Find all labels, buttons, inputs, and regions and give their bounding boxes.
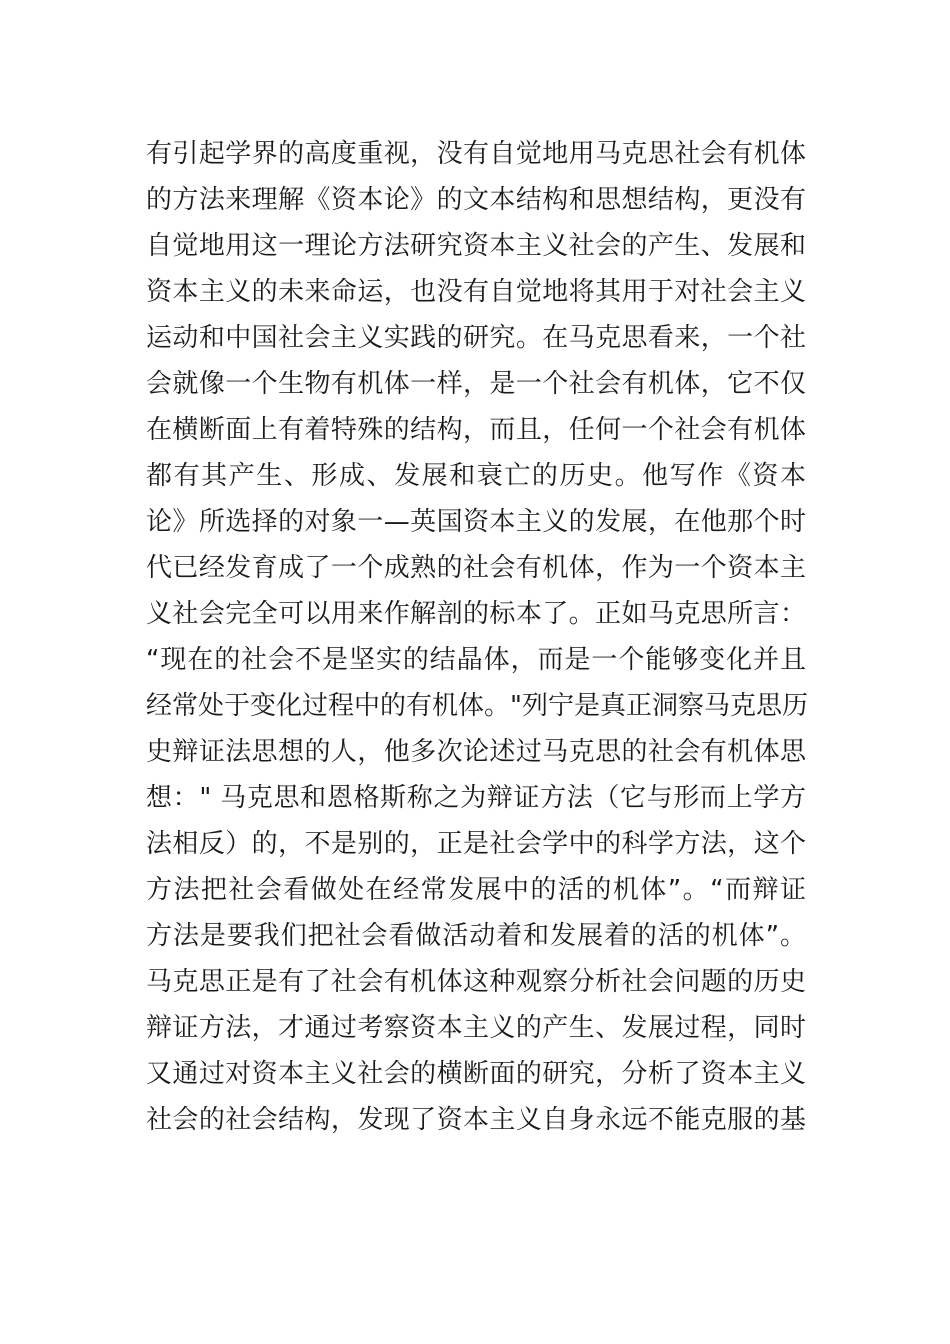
text-line: 想：" 马克思和恩格斯称之为辩证方法（它与形而上学方: [146, 783, 806, 813]
text-line: 会就像一个生物有机体一样，是一个社会有机体，它不仅: [146, 369, 806, 399]
text-line: 义社会完全可以用来作解剖的标本了。正如马克思所言：: [146, 599, 806, 629]
text-line: 资本主义的未来命运，也没有自觉地将其用于对社会主义: [146, 277, 806, 307]
text-line: 有引起学界的高度重视，没有自觉地用马克思社会有机体: [146, 139, 806, 169]
text-line: 辩证方法，才通过考察资本主义的产生、发展过程，同时: [146, 1013, 806, 1043]
text-line: 自觉地用这一理论方法研究资本主义社会的产生、发展和: [146, 231, 806, 261]
text-line: 法相反）的，不是别的，正是社会学中的科学方法，这个: [146, 829, 806, 859]
text-line: 方法把社会看做处在经常发展中的活的机体”。“而辩证: [146, 875, 806, 905]
text-line: 论》所选择的对象一—英国资本主义的发展，在他那个时: [146, 507, 806, 537]
text-line: “现在的社会不是坚实的结晶体，而是一个能够变化并且: [146, 645, 806, 675]
text-line: 马克思正是有了社会有机体这种观察分析社会问题的历史: [146, 967, 806, 997]
text-line: 经常处于变化过程中的有机体。"列宁是真正洞察马克思历: [146, 691, 808, 721]
text-line: 又通过对资本主义社会的横断面的研究，分析了资本主义: [146, 1059, 806, 1089]
text-line: 的方法来理解《资本论》的文本结构和思想结构，更没有: [146, 185, 806, 215]
body-paragraph: [146, 131, 806, 1143]
text-line: 社会的社会结构，发现了资本主义自身永远不能克服的基: [146, 1105, 806, 1135]
text-line: 在横断面上有着特殊的结构，而且，任何一个社会有机体: [146, 415, 806, 445]
text-line: 都有其产生、形成、发展和衰亡的历史。他写作《资本: [146, 461, 806, 491]
text-line: 史辩证法思想的人，他多次论述过马克思的社会有机体思: [146, 737, 806, 767]
text-line: 代已经发育成了一个成熟的社会有机体，作为一个资本主: [146, 553, 806, 583]
text-line: 运动和中国社会主义实践的研究。在马克思看来，一个社: [146, 323, 806, 353]
text-line: 方法是要我们把社会看做活动着和发展着的活的机体”。: [146, 921, 806, 951]
